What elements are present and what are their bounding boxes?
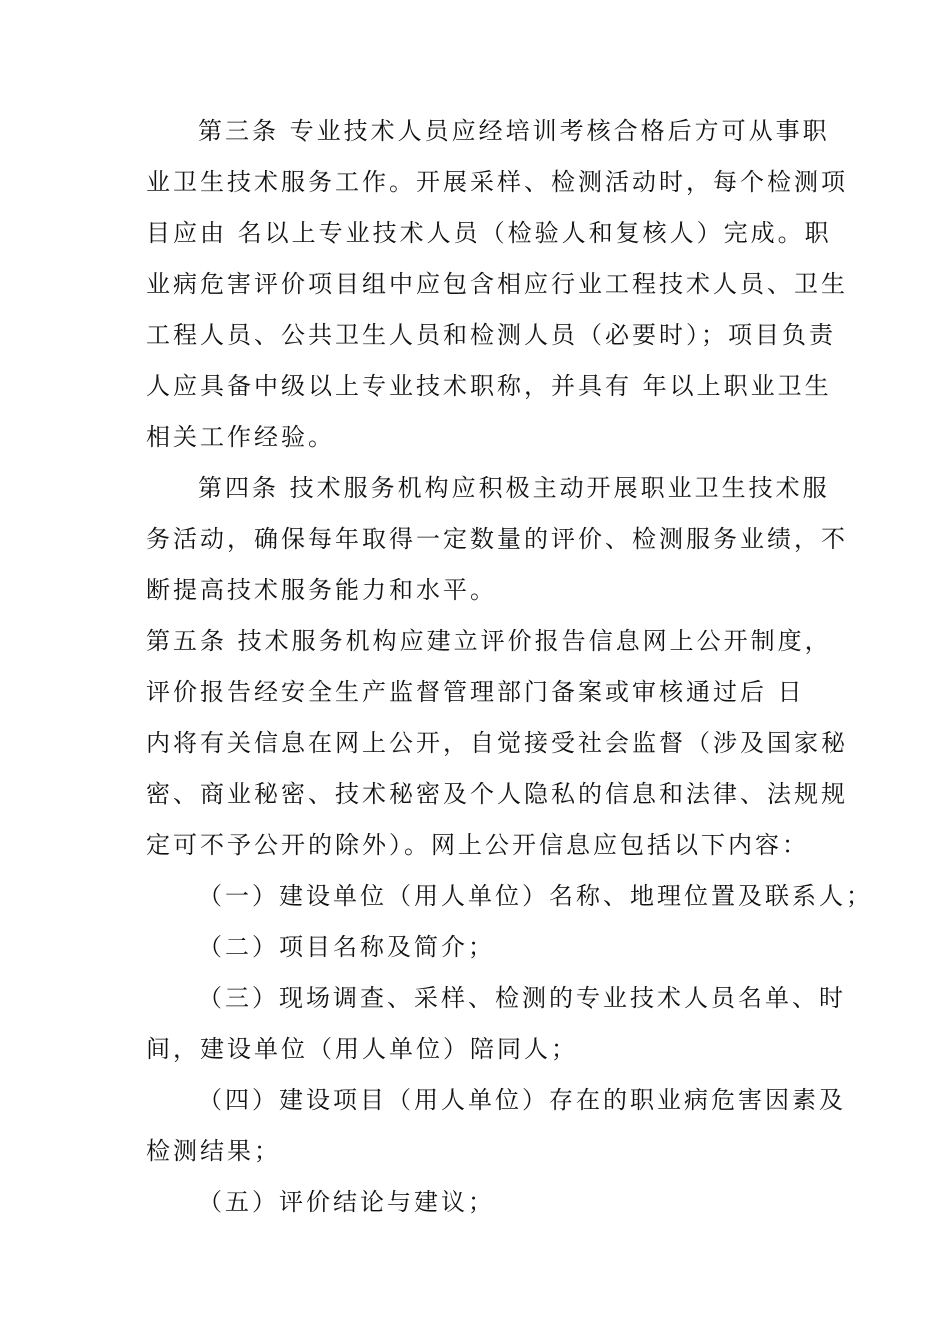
article-3-line-1: 第三条 专业技术人员应经培训考核合格后方可从事职 bbox=[198, 117, 830, 145]
list-item-1-line-1: （一）建设单位（用人单位）名称、地理位置及联系人； bbox=[198, 882, 873, 910]
article-4-paragraph bbox=[146, 463, 848, 616]
article-3-line-6: 人应具备中级以上专业技术职称，并具有 年以上职业卫生 bbox=[146, 372, 832, 400]
article-3-paragraph bbox=[146, 106, 848, 463]
list-item-3 bbox=[146, 973, 846, 1075]
list-item-4-line-1: （四）建设项目（用人单位）存在的职业病危害因素及 bbox=[198, 1086, 846, 1114]
article-3-line-3: 目应由 名以上专业技术人员（检验人和复核人）完成。职 bbox=[146, 219, 832, 247]
list-item-4 bbox=[146, 1075, 846, 1177]
list-item-3-line-2: 间，建设单位（用人单位）陪同人； bbox=[146, 1035, 578, 1063]
article-3-line-4: 业病危害评价项目组中应包含相应行业工程技术人员、卫生 bbox=[146, 270, 848, 298]
list-item-5-line-1: （五）评价结论与建议； bbox=[198, 1188, 495, 1216]
article-5-line-2: 评价报告经安全生产监督管理部门备案或审核通过后 日 bbox=[146, 678, 805, 706]
list-item-2-line-1: （二）项目名称及简介； bbox=[198, 933, 495, 961]
list-item-2 bbox=[146, 922, 810, 973]
list-item-3-line-1: （三）现场调查、采样、检测的专业技术人员名单、时 bbox=[198, 984, 846, 1012]
article-3-line-7: 相关工作经验。 bbox=[146, 423, 335, 451]
article-4-line-3: 断提高技术服务能力和水平。 bbox=[146, 576, 497, 604]
article-4-line-2: 务活动，确保每年取得一定数量的评价、检测服务业绩，不 bbox=[146, 525, 848, 553]
article-5-line-3: 内将有关信息在网上公开，自觉接受社会监督（涉及国家秘 bbox=[146, 729, 848, 757]
article-5-line-1: 第五条 技术服务机构应建立评价报告信息网上公开制度， bbox=[146, 627, 832, 655]
article-4-line-1: 第四条 技术服务机构应积极主动开展职业卫生技术服 bbox=[198, 474, 830, 502]
article-3-line-2: 业卫生技术服务工作。开展采样、检测活动时，每个检测项 bbox=[146, 168, 848, 196]
article-5-line-4: 密、商业秘密、技术秘密及个人隐私的信息和法律、法规规 bbox=[146, 780, 848, 808]
document-body bbox=[146, 106, 873, 1228]
article-3-line-5: 工程人员、公共卫生人员和检测人员（必要时）；项目负责 bbox=[146, 321, 836, 349]
article-5-line-5: 定可不予公开的除外）。网上公开信息应包括以下内容： bbox=[146, 831, 809, 859]
list-item-1 bbox=[146, 871, 873, 922]
list-item-5 bbox=[146, 1177, 810, 1228]
list-item-4-line-2: 检测结果； bbox=[146, 1137, 281, 1165]
article-5-paragraph bbox=[146, 616, 848, 871]
